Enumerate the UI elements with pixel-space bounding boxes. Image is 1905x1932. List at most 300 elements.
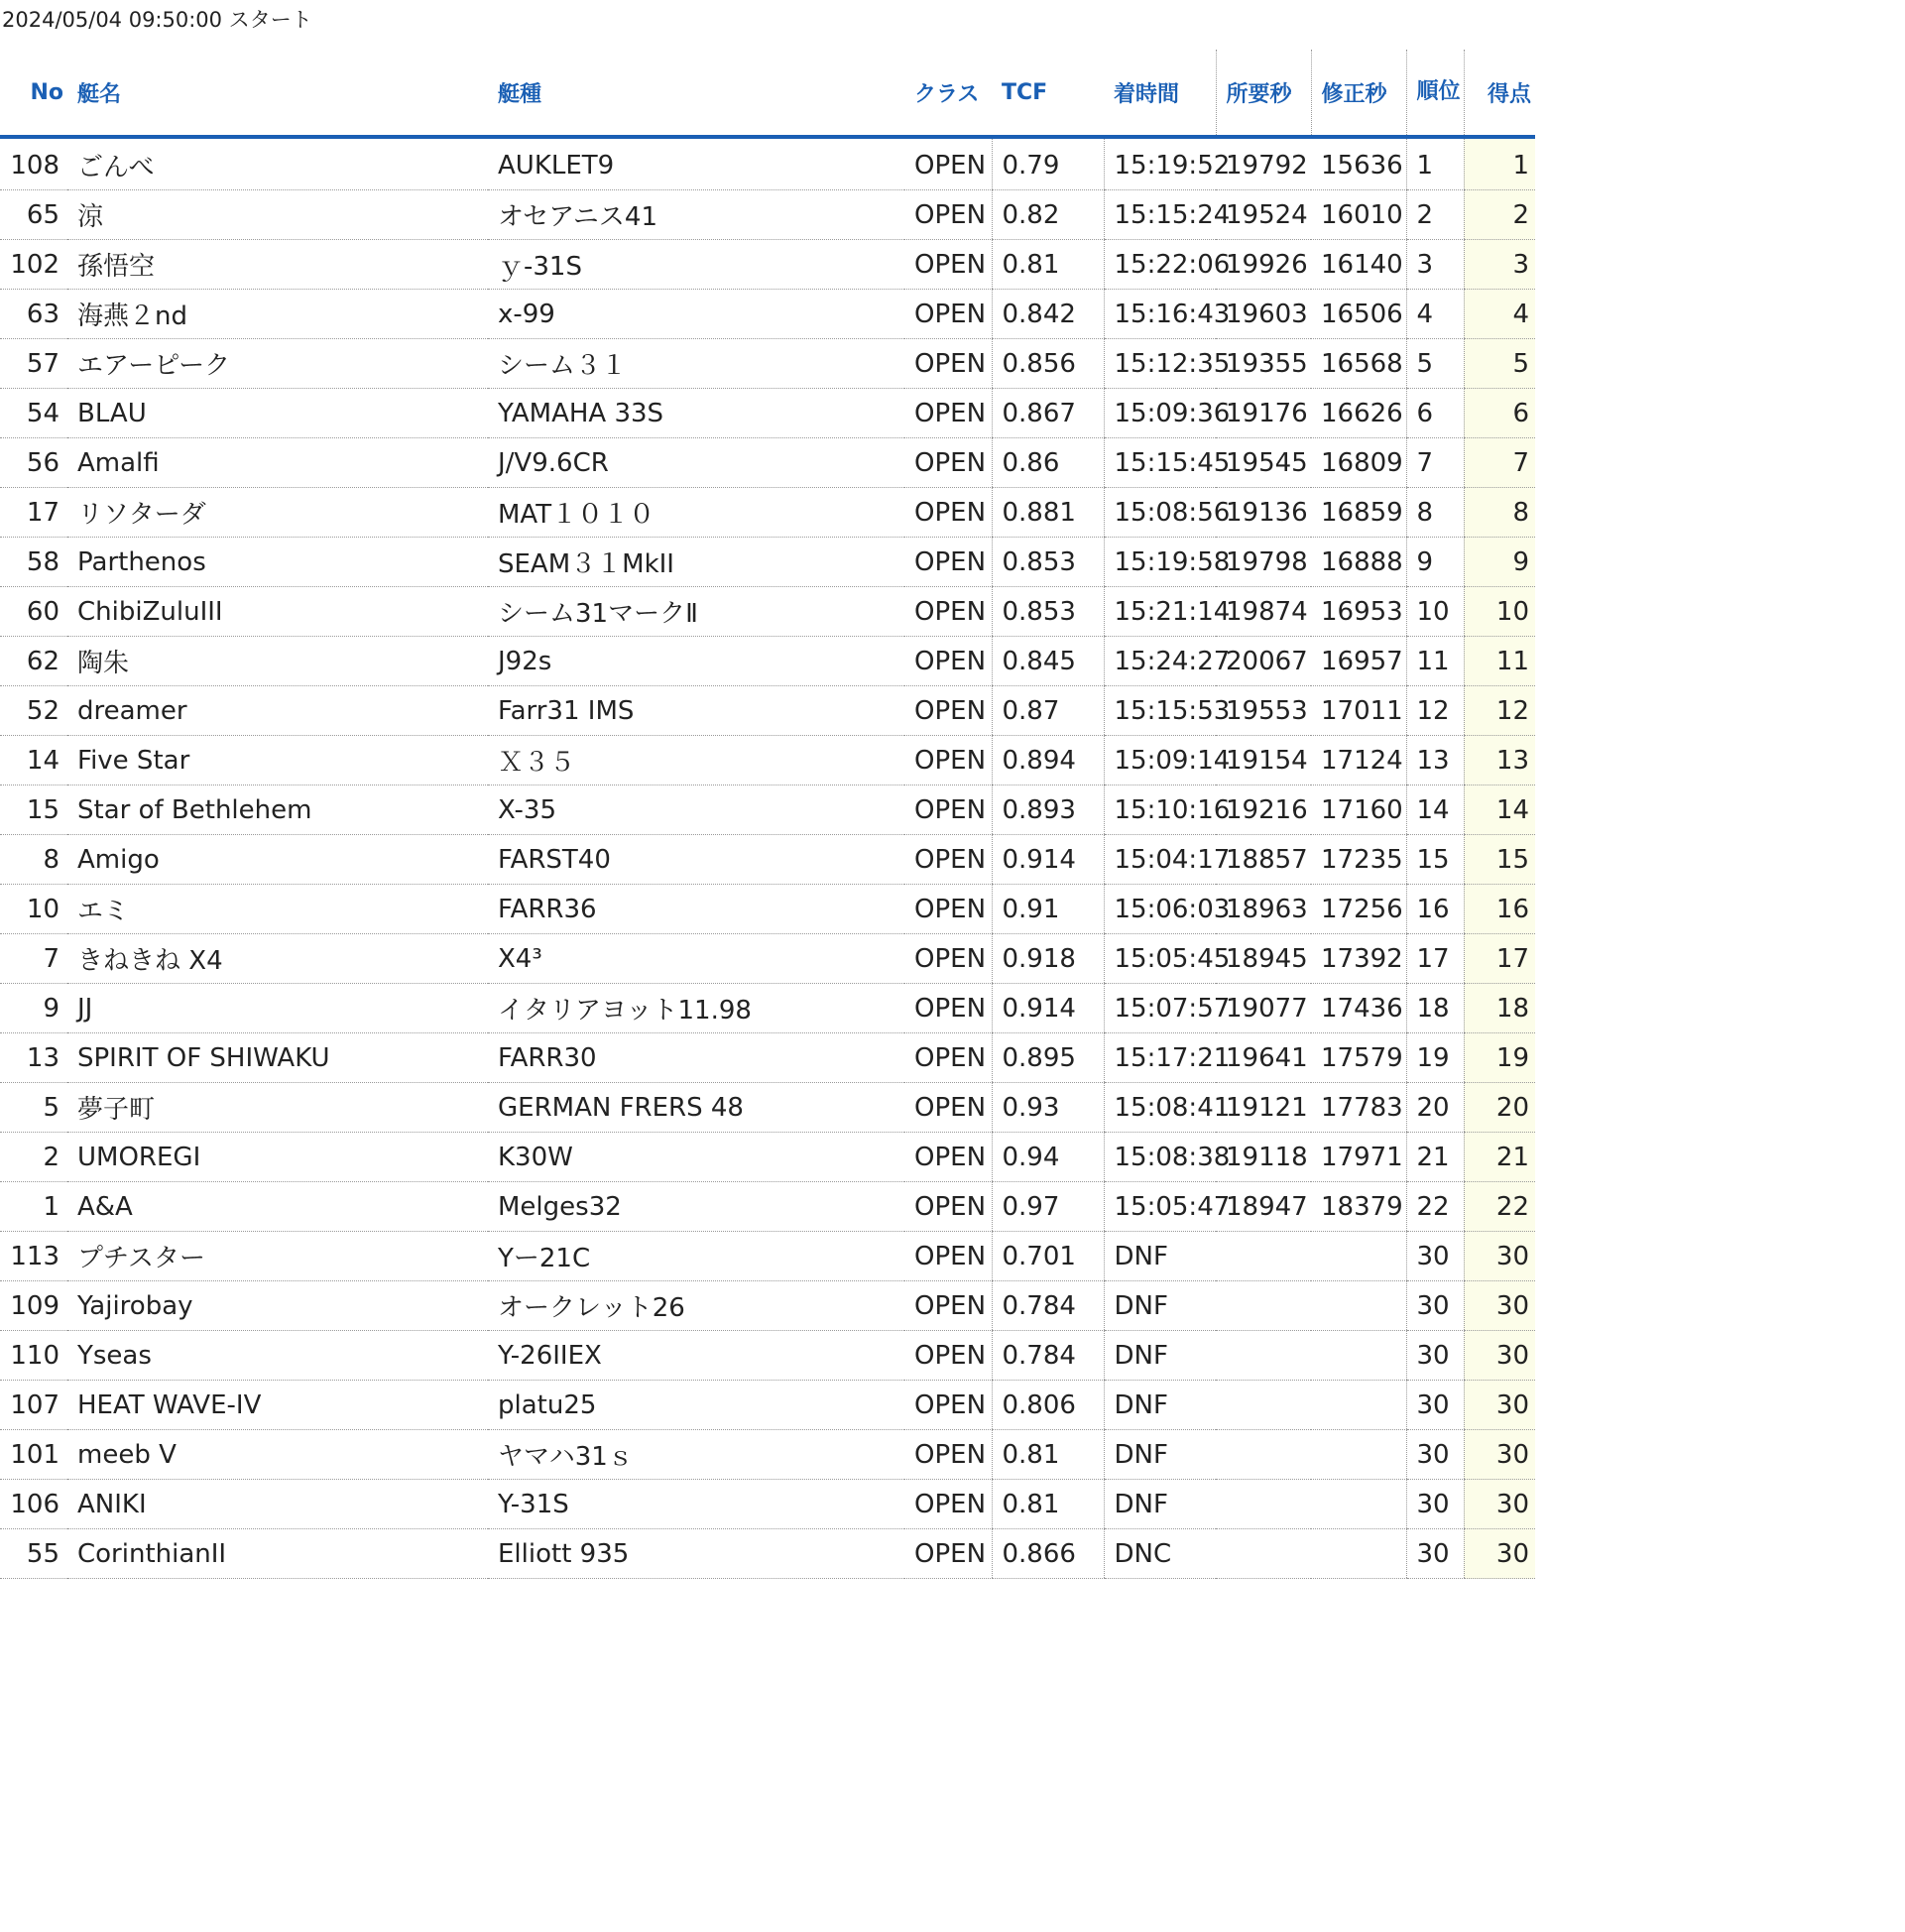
cell-boat-name: 孫悟空 <box>67 240 488 290</box>
cell-boat-type: シーム３１ <box>488 339 904 389</box>
cell-class: OPEN <box>904 736 992 785</box>
cell-finish-time: DNF <box>1104 1232 1216 1281</box>
cell-finish-time: 15:15:53 <box>1104 686 1216 736</box>
cell-elapsed-seconds: 19792 <box>1216 137 1311 190</box>
cell-elapsed-seconds: 19603 <box>1216 290 1311 339</box>
cell-sail-number: 13 <box>0 1033 67 1083</box>
cell-sail-number: 65 <box>0 190 67 240</box>
cell-elapsed-seconds <box>1216 1281 1311 1331</box>
table-row <box>0 190 1535 240</box>
cell-elapsed-seconds: 20067 <box>1216 637 1311 686</box>
cell-finish-time: 15:19:58 <box>1104 538 1216 587</box>
cell-points: 10 <box>1464 587 1535 637</box>
cell-boat-name: Star of Bethlehem <box>67 785 488 835</box>
cell-boat-type: X-35 <box>488 785 904 835</box>
cell-points: 22 <box>1464 1182 1535 1232</box>
table-row <box>0 438 1535 488</box>
cell-sail-number: 15 <box>0 785 67 835</box>
cell-finish-time: DNF <box>1104 1331 1216 1381</box>
cell-boat-name: Yseas <box>67 1331 488 1381</box>
cell-finish-time: 15:21:14 <box>1104 587 1216 637</box>
cell-corrected-seconds: 17971 <box>1311 1133 1406 1182</box>
cell-class: OPEN <box>904 290 992 339</box>
cell-finish-time: 15:04:17 <box>1104 835 1216 885</box>
cell-elapsed-seconds <box>1216 1430 1311 1480</box>
cell-sail-number: 55 <box>0 1529 67 1579</box>
cell-corrected-seconds: 16957 <box>1311 637 1406 686</box>
cell-corrected-seconds <box>1311 1480 1406 1529</box>
cell-finish-time: 15:08:38 <box>1104 1133 1216 1182</box>
cell-sail-number: 106 <box>0 1480 67 1529</box>
cell-tcf: 0.79 <box>992 137 1104 190</box>
table-row <box>0 1281 1535 1331</box>
cell-finish-time: 15:19:52 <box>1104 137 1216 190</box>
column-header-boat-type[interactable]: 艇種 <box>488 50 904 137</box>
cell-points: 2 <box>1464 190 1535 240</box>
cell-elapsed-seconds: 18947 <box>1216 1182 1311 1232</box>
cell-class: OPEN <box>904 686 992 736</box>
cell-boat-type: J/V9.6CR <box>488 438 904 488</box>
cell-boat-type: イタリアヨット11.98 <box>488 984 904 1033</box>
cell-boat-name: 夢子町 <box>67 1083 488 1133</box>
cell-class: OPEN <box>904 538 992 587</box>
cell-sail-number: 107 <box>0 1381 67 1430</box>
cell-class: OPEN <box>904 1033 992 1083</box>
table-row <box>0 1331 1535 1381</box>
cell-finish-time: DNC <box>1104 1529 1216 1579</box>
column-header-boat-name[interactable]: 艇名 <box>67 50 488 137</box>
cell-finish-time: 15:08:56 <box>1104 488 1216 538</box>
cell-tcf: 0.81 <box>992 1430 1104 1480</box>
cell-class: OPEN <box>904 1232 992 1281</box>
cell-boat-name: Amalfi <box>67 438 488 488</box>
cell-boat-name: Five Star <box>67 736 488 785</box>
table-row <box>0 637 1535 686</box>
cell-tcf: 0.866 <box>992 1529 1104 1579</box>
cell-class: OPEN <box>904 1133 992 1182</box>
cell-corrected-seconds <box>1311 1430 1406 1480</box>
cell-tcf: 0.784 <box>992 1281 1104 1331</box>
cell-points: 16 <box>1464 885 1535 934</box>
cell-tcf: 0.856 <box>992 339 1104 389</box>
table-row <box>0 587 1535 637</box>
cell-boat-name: dreamer <box>67 686 488 736</box>
cell-boat-type: MAT１０１０ <box>488 488 904 538</box>
cell-sail-number: 54 <box>0 389 67 438</box>
cell-finish-time: 15:08:41 <box>1104 1083 1216 1133</box>
cell-class: OPEN <box>904 339 992 389</box>
cell-sail-number: 110 <box>0 1331 67 1381</box>
cell-rank: 6 <box>1406 389 1464 438</box>
cell-points: 7 <box>1464 438 1535 488</box>
table-row <box>0 339 1535 389</box>
cell-points: 11 <box>1464 637 1535 686</box>
cell-elapsed-seconds: 19641 <box>1216 1033 1311 1083</box>
table-row <box>0 389 1535 438</box>
cell-points: 30 <box>1464 1480 1535 1529</box>
cell-sail-number: 17 <box>0 488 67 538</box>
table-row <box>0 686 1535 736</box>
cell-elapsed-seconds: 18945 <box>1216 934 1311 984</box>
cell-finish-time: 15:09:14 <box>1104 736 1216 785</box>
cell-boat-name: ごんべ <box>67 137 488 190</box>
cell-rank: 3 <box>1406 240 1464 290</box>
cell-corrected-seconds <box>1311 1381 1406 1430</box>
cell-boat-name: Yajirobay <box>67 1281 488 1331</box>
cell-class: OPEN <box>904 1083 992 1133</box>
cell-tcf: 0.806 <box>992 1381 1104 1430</box>
cell-tcf: 0.93 <box>992 1083 1104 1133</box>
cell-boat-name: ANIKI <box>67 1480 488 1529</box>
cell-tcf: 0.86 <box>992 438 1104 488</box>
cell-sail-number: 56 <box>0 438 67 488</box>
cell-sail-number: 101 <box>0 1430 67 1480</box>
cell-boat-name: HEAT WAVE-IV <box>67 1381 488 1430</box>
cell-boat-name: CorinthianII <box>67 1529 488 1579</box>
cell-tcf: 0.87 <box>992 686 1104 736</box>
cell-class: OPEN <box>904 389 992 438</box>
cell-tcf: 0.842 <box>992 290 1104 339</box>
cell-points: 20 <box>1464 1083 1535 1133</box>
cell-boat-type: GERMAN FRERS 48 <box>488 1083 904 1133</box>
cell-rank: 5 <box>1406 339 1464 389</box>
cell-points: 19 <box>1464 1033 1535 1083</box>
cell-points: 18 <box>1464 984 1535 1033</box>
cell-corrected-seconds <box>1311 1232 1406 1281</box>
cell-sail-number: 109 <box>0 1281 67 1331</box>
cell-rank: 30 <box>1406 1232 1464 1281</box>
cell-points: 17 <box>1464 934 1535 984</box>
cell-boat-name: エミ <box>67 885 488 934</box>
column-header-points[interactable]: 得点 <box>1464 50 1535 137</box>
cell-corrected-seconds: 16568 <box>1311 339 1406 389</box>
cell-boat-type: Farr31 IMS <box>488 686 904 736</box>
cell-boat-type: x-99 <box>488 290 904 339</box>
column-header-rank[interactable]: 順位 <box>1406 50 1464 137</box>
cell-boat-type: Elliott 935 <box>488 1529 904 1579</box>
cell-boat-name: 海燕２nd <box>67 290 488 339</box>
column-header-corrected-seconds[interactable]: 修正秒 <box>1311 50 1406 137</box>
cell-corrected-seconds: 17436 <box>1311 984 1406 1033</box>
table-row <box>0 290 1535 339</box>
cell-class: OPEN <box>904 785 992 835</box>
cell-finish-time: 15:17:21 <box>1104 1033 1216 1083</box>
cell-corrected-seconds: 16888 <box>1311 538 1406 587</box>
cell-boat-name: 涼 <box>67 190 488 240</box>
cell-boat-type: ｙ-31S <box>488 240 904 290</box>
cell-tcf: 0.895 <box>992 1033 1104 1083</box>
cell-points: 9 <box>1464 538 1535 587</box>
cell-elapsed-seconds: 19176 <box>1216 389 1311 438</box>
cell-sail-number: 113 <box>0 1232 67 1281</box>
table-row <box>0 1381 1535 1430</box>
cell-tcf: 0.867 <box>992 389 1104 438</box>
cell-tcf: 0.914 <box>992 984 1104 1033</box>
cell-boat-type: AUKLET9 <box>488 137 904 190</box>
cell-corrected-seconds: 15636 <box>1311 137 1406 190</box>
cell-corrected-seconds: 17579 <box>1311 1033 1406 1083</box>
cell-class: OPEN <box>904 587 992 637</box>
cell-rank: 16 <box>1406 885 1464 934</box>
cell-rank: 30 <box>1406 1529 1464 1579</box>
cell-class: OPEN <box>904 1331 992 1381</box>
cell-points: 12 <box>1464 686 1535 736</box>
cell-sail-number: 63 <box>0 290 67 339</box>
cell-corrected-seconds: 17256 <box>1311 885 1406 934</box>
cell-tcf: 0.881 <box>992 488 1104 538</box>
cell-corrected-seconds: 17011 <box>1311 686 1406 736</box>
column-header-elapsed-seconds[interactable]: 所要秒 <box>1216 50 1311 137</box>
column-header-finish-time[interactable]: 着時間 <box>1104 50 1216 137</box>
table-row <box>0 1182 1535 1232</box>
cell-boat-name: エアーピーク <box>67 339 488 389</box>
cell-rank: 19 <box>1406 1033 1464 1083</box>
table-row <box>0 984 1535 1033</box>
cell-finish-time: DNF <box>1104 1430 1216 1480</box>
race-results-table <box>0 50 1535 1579</box>
cell-finish-time: 15:07:57 <box>1104 984 1216 1033</box>
table-row <box>0 1480 1535 1529</box>
cell-elapsed-seconds <box>1216 1232 1311 1281</box>
cell-finish-time: 15:15:24 <box>1104 190 1216 240</box>
cell-finish-time: 15:16:43 <box>1104 290 1216 339</box>
table-row <box>0 1033 1535 1083</box>
cell-rank: 7 <box>1406 438 1464 488</box>
cell-points: 30 <box>1464 1529 1535 1579</box>
cell-elapsed-seconds: 19926 <box>1216 240 1311 290</box>
cell-rank: 9 <box>1406 538 1464 587</box>
cell-finish-time: 15:22:06 <box>1104 240 1216 290</box>
table-row <box>0 785 1535 835</box>
cell-points: 30 <box>1464 1331 1535 1381</box>
cell-boat-type: オークレット26 <box>488 1281 904 1331</box>
cell-class: OPEN <box>904 835 992 885</box>
cell-rank: 13 <box>1406 736 1464 785</box>
cell-boat-type: platu25 <box>488 1381 904 1430</box>
cell-boat-type: YAMAHA 33S <box>488 389 904 438</box>
cell-class: OPEN <box>904 637 992 686</box>
cell-sail-number: 8 <box>0 835 67 885</box>
cell-boat-type: シーム31マークⅡ <box>488 587 904 637</box>
cell-finish-time: 15:12:35 <box>1104 339 1216 389</box>
cell-points: 6 <box>1464 389 1535 438</box>
cell-sail-number: 2 <box>0 1133 67 1182</box>
cell-boat-name: Parthenos <box>67 538 488 587</box>
cell-boat-type: J92s <box>488 637 904 686</box>
cell-elapsed-seconds: 19077 <box>1216 984 1311 1033</box>
cell-boat-name: meeb V <box>67 1430 488 1480</box>
table-row <box>0 1133 1535 1182</box>
cell-boat-type: オセアニス41 <box>488 190 904 240</box>
cell-boat-type: K30W <box>488 1133 904 1182</box>
cell-boat-type: Melges32 <box>488 1182 904 1232</box>
cell-boat-name: A&A <box>67 1182 488 1232</box>
cell-finish-time: 15:05:45 <box>1104 934 1216 984</box>
cell-boat-name: Amigo <box>67 835 488 885</box>
cell-class: OPEN <box>904 885 992 934</box>
cell-points: 30 <box>1464 1430 1535 1480</box>
cell-rank: 30 <box>1406 1430 1464 1480</box>
cell-elapsed-seconds: 19136 <box>1216 488 1311 538</box>
cell-finish-time: 15:24:27 <box>1104 637 1216 686</box>
cell-sail-number: 52 <box>0 686 67 736</box>
cell-corrected-seconds: 16626 <box>1311 389 1406 438</box>
cell-points: 30 <box>1464 1281 1535 1331</box>
cell-sail-number: 60 <box>0 587 67 637</box>
table-row <box>0 1232 1535 1281</box>
cell-elapsed-seconds: 19355 <box>1216 339 1311 389</box>
cell-rank: 12 <box>1406 686 1464 736</box>
cell-class: OPEN <box>904 240 992 290</box>
cell-elapsed-seconds: 18857 <box>1216 835 1311 885</box>
cell-points: 3 <box>1464 240 1535 290</box>
cell-points: 30 <box>1464 1381 1535 1430</box>
cell-boat-type: FARST40 <box>488 835 904 885</box>
cell-class: OPEN <box>904 488 992 538</box>
cell-boat-type: SEAM３１MkII <box>488 538 904 587</box>
table-row <box>0 934 1535 984</box>
cell-sail-number: 7 <box>0 934 67 984</box>
cell-rank: 8 <box>1406 488 1464 538</box>
cell-class: OPEN <box>904 1529 992 1579</box>
cell-tcf: 0.845 <box>992 637 1104 686</box>
cell-corrected-seconds <box>1311 1331 1406 1381</box>
cell-elapsed-seconds: 19798 <box>1216 538 1311 587</box>
cell-points: 5 <box>1464 339 1535 389</box>
cell-points: 1 <box>1464 137 1535 190</box>
cell-class: OPEN <box>904 934 992 984</box>
cell-rank: 30 <box>1406 1381 1464 1430</box>
table-row <box>0 835 1535 885</box>
cell-elapsed-seconds: 19154 <box>1216 736 1311 785</box>
cell-rank: 1 <box>1406 137 1464 190</box>
cell-elapsed-seconds: 19118 <box>1216 1133 1311 1182</box>
cell-sail-number: 58 <box>0 538 67 587</box>
cell-elapsed-seconds: 19545 <box>1216 438 1311 488</box>
cell-class: OPEN <box>904 1381 992 1430</box>
cell-class: OPEN <box>904 984 992 1033</box>
cell-tcf: 0.853 <box>992 587 1104 637</box>
cell-corrected-seconds: 16859 <box>1311 488 1406 538</box>
cell-corrected-seconds: 16953 <box>1311 587 1406 637</box>
column-header-tcf[interactable]: TCF <box>992 50 1104 137</box>
cell-elapsed-seconds <box>1216 1480 1311 1529</box>
cell-corrected-seconds: 16809 <box>1311 438 1406 488</box>
cell-rank: 15 <box>1406 835 1464 885</box>
cell-elapsed-seconds <box>1216 1381 1311 1430</box>
cell-tcf: 0.81 <box>992 1480 1104 1529</box>
cell-finish-time: 15:05:47 <box>1104 1182 1216 1232</box>
cell-corrected-seconds: 17160 <box>1311 785 1406 835</box>
race-start-info: 2024/05/04 09:50:00 スタート <box>2 8 312 32</box>
cell-elapsed-seconds: 19121 <box>1216 1083 1311 1133</box>
cell-finish-time: DNF <box>1104 1381 1216 1430</box>
cell-points: 8 <box>1464 488 1535 538</box>
cell-class: OPEN <box>904 190 992 240</box>
cell-tcf: 0.784 <box>992 1331 1104 1381</box>
cell-rank: 21 <box>1406 1133 1464 1182</box>
cell-boat-name: JJ <box>67 984 488 1033</box>
cell-boat-type: Yー21C <box>488 1232 904 1281</box>
cell-elapsed-seconds: 18963 <box>1216 885 1311 934</box>
cell-finish-time: 15:06:03 <box>1104 885 1216 934</box>
cell-elapsed-seconds: 19216 <box>1216 785 1311 835</box>
cell-points: 13 <box>1464 736 1535 785</box>
cell-sail-number: 108 <box>0 137 67 190</box>
cell-boat-type: ヤマハ31ｓ <box>488 1430 904 1480</box>
cell-sail-number: 14 <box>0 736 67 785</box>
cell-boat-name: プチスター <box>67 1232 488 1281</box>
cell-class: OPEN <box>904 438 992 488</box>
cell-tcf: 0.97 <box>992 1182 1104 1232</box>
column-header-class[interactable]: クラス <box>904 50 992 137</box>
table-row <box>0 736 1535 785</box>
cell-elapsed-seconds: 19553 <box>1216 686 1311 736</box>
cell-sail-number: 57 <box>0 339 67 389</box>
cell-points: 15 <box>1464 835 1535 885</box>
cell-sail-number: 62 <box>0 637 67 686</box>
table-row <box>0 1529 1535 1579</box>
table-row <box>0 1430 1535 1480</box>
cell-class: OPEN <box>904 1480 992 1529</box>
cell-corrected-seconds <box>1311 1281 1406 1331</box>
cell-finish-time: 15:09:36 <box>1104 389 1216 438</box>
cell-boat-type: X4³ <box>488 934 904 984</box>
cell-boat-name: きねきね X4 <box>67 934 488 984</box>
cell-rank: 30 <box>1406 1480 1464 1529</box>
cell-rank: 22 <box>1406 1182 1464 1232</box>
table-row <box>0 240 1535 290</box>
cell-sail-number: 10 <box>0 885 67 934</box>
cell-tcf: 0.893 <box>992 785 1104 835</box>
cell-tcf: 0.894 <box>992 736 1104 785</box>
cell-tcf: 0.82 <box>992 190 1104 240</box>
column-header-no[interactable]: No <box>0 50 67 137</box>
cell-finish-time: 15:15:45 <box>1104 438 1216 488</box>
cell-boat-type: Y-31S <box>488 1480 904 1529</box>
cell-rank: 11 <box>1406 637 1464 686</box>
cell-class: OPEN <box>904 1182 992 1232</box>
table-row <box>0 538 1535 587</box>
cell-tcf: 0.918 <box>992 934 1104 984</box>
cell-finish-time: DNF <box>1104 1281 1216 1331</box>
cell-tcf: 0.94 <box>992 1133 1104 1182</box>
cell-rank: 17 <box>1406 934 1464 984</box>
cell-corrected-seconds: 17124 <box>1311 736 1406 785</box>
table-row <box>0 137 1535 190</box>
table-row <box>0 1083 1535 1133</box>
cell-rank: 30 <box>1406 1281 1464 1331</box>
cell-points: 4 <box>1464 290 1535 339</box>
cell-rank: 20 <box>1406 1083 1464 1133</box>
cell-class: OPEN <box>904 137 992 190</box>
cell-corrected-seconds: 16506 <box>1311 290 1406 339</box>
cell-boat-name: UMOREGI <box>67 1133 488 1182</box>
cell-tcf: 0.914 <box>992 835 1104 885</box>
cell-sail-number: 102 <box>0 240 67 290</box>
cell-finish-time: DNF <box>1104 1480 1216 1529</box>
cell-points: 14 <box>1464 785 1535 835</box>
cell-sail-number: 9 <box>0 984 67 1033</box>
cell-boat-name: ChibiZuluIII <box>67 587 488 637</box>
results-body <box>0 137 1535 1579</box>
cell-class: OPEN <box>904 1281 992 1331</box>
table-row <box>0 885 1535 934</box>
cell-boat-name: 陶朱 <box>67 637 488 686</box>
cell-corrected-seconds <box>1311 1529 1406 1579</box>
cell-corrected-seconds: 16010 <box>1311 190 1406 240</box>
cell-rank: 30 <box>1406 1331 1464 1381</box>
